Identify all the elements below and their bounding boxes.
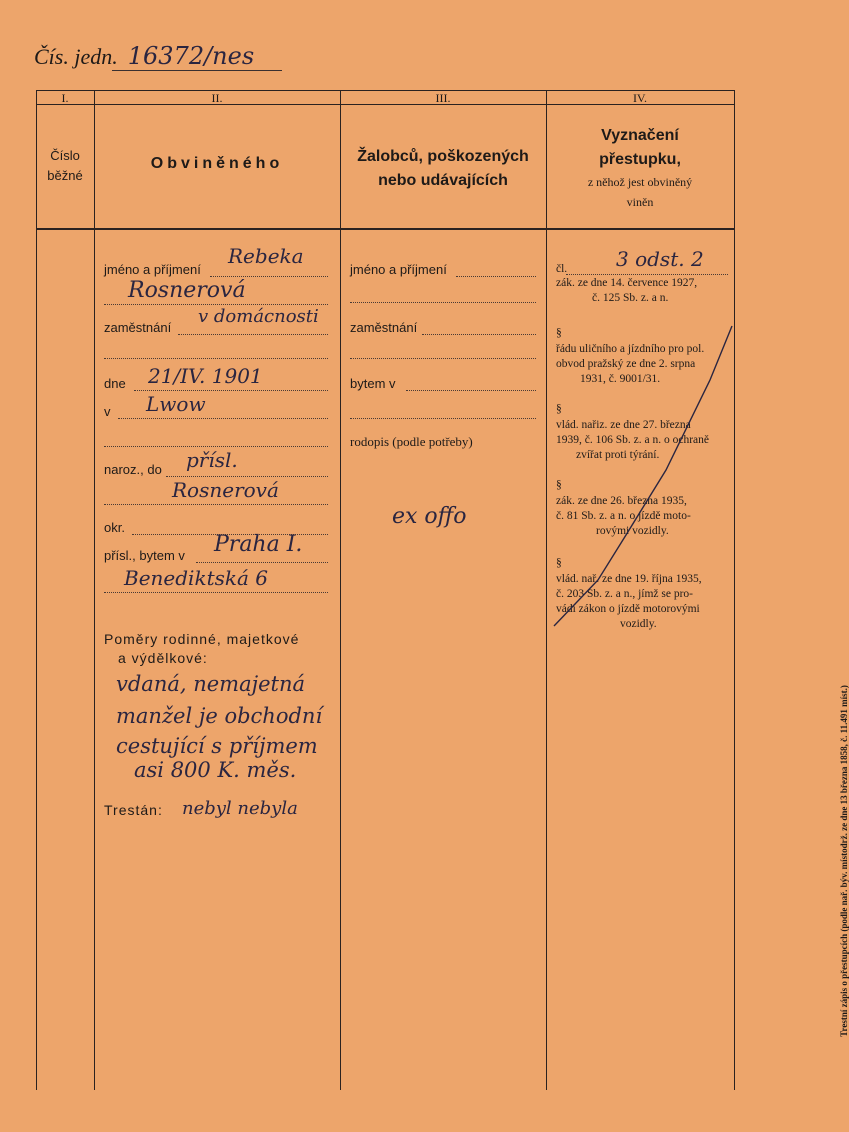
- accused-residence-label: přísl., bytem v: [104, 548, 185, 563]
- offense-s2-text-1: řádu uličního a jízdního pro pol.: [556, 343, 705, 355]
- plaintiff-name-dotline: [456, 276, 536, 277]
- offense-s5-text-2: č. 203 Sb. z. a n., jímž se pro-: [556, 588, 694, 600]
- offense-s2-text-3: 1931, č. 9001/31.: [580, 373, 661, 385]
- accused-district-label: okr.: [104, 520, 125, 535]
- offense-s5-prefix: §: [556, 557, 562, 569]
- reference-label: Čís. jedn.: [34, 44, 118, 69]
- plaintiff-residence-dotline: [406, 390, 536, 391]
- accused-residence-dotline: [196, 562, 328, 563]
- accused-occupation-dotline-2: [104, 358, 328, 359]
- accused-date-label: dne: [104, 376, 126, 391]
- plaintiff-rodopis-label: rodopis (podle potřeby): [350, 434, 473, 449]
- plaintiff-occupation-dotline: [422, 334, 536, 335]
- accused-occupation-dotline: [178, 334, 328, 335]
- accused-place-value: Lwow: [146, 392, 206, 416]
- col-header-4-line-3: z něhož jest obviněný: [587, 175, 693, 189]
- offense-s1-dotline: [566, 274, 728, 275]
- offense-s1-text-1: zák. ze dne 14. července 1927,: [556, 277, 698, 289]
- col-header-4-line-2: přestupku,: [599, 151, 681, 168]
- reference-underline: [112, 70, 282, 71]
- accused-family-label-line-1: Poměry rodinné, majetkové: [104, 631, 300, 647]
- accused-punished-value: nebyl nebyla: [182, 798, 298, 819]
- accused-name-label: jméno a příjmení: [104, 262, 201, 277]
- plaintiff-residence-dotline-2: [350, 418, 536, 419]
- offense-s4-text-1: zák. ze dne 26. března 1935,: [556, 495, 687, 507]
- col-divider-1: [94, 90, 95, 1090]
- accused-residence-dotline-2: [104, 592, 328, 593]
- offense-s1-prefix: čl.: [556, 263, 568, 275]
- accused-born-value-1: přísl.: [186, 448, 238, 472]
- accused-family-label-line-2: a výdělkové:: [118, 650, 208, 666]
- offense-s4-text-3: rovými vozidly.: [596, 525, 669, 537]
- accused-name-value-1: Rebeka: [228, 244, 304, 268]
- accused-born-value-2: Rosnerová: [172, 478, 279, 502]
- accused-family-value-2: manžel je obchodní: [116, 704, 323, 728]
- col-header-3-line-1: Žalobců, poškozených: [357, 148, 529, 165]
- plaintiff-name-label: jméno a příjmení: [350, 262, 447, 277]
- offense-s5-text-4: vozidly.: [620, 618, 657, 630]
- accused-residence-value-1: Praha I.: [214, 532, 303, 557]
- accused-date-value: 21/IV. 1901: [148, 364, 263, 388]
- offense-section-1: [556, 247, 732, 306]
- accused-name-dotline: [210, 276, 328, 277]
- accused-occupation-value: v domácnosti: [198, 306, 319, 327]
- offense-s4-text-2: č. 81 Sb. z. a n. o jízdě moto-: [556, 510, 691, 522]
- col-header-4: [546, 124, 734, 212]
- accused-place-label: v: [104, 404, 111, 419]
- accused-name-value-2: Rosnerová: [128, 278, 246, 303]
- offense-s3-text-3: zvířat proti týrání.: [576, 449, 660, 461]
- col-number-4: IV.: [632, 91, 648, 105]
- accused-born-dotline-2: [104, 504, 328, 505]
- accused-punished-label: Trestán:: [104, 802, 163, 818]
- plaintiff-name-dotline-2: [350, 302, 536, 303]
- col-header-1-line-2: běžné: [47, 168, 83, 183]
- col-number-1: I.: [61, 91, 69, 105]
- offense-s2-text-2: obvod pražský ze dne 2. srpna: [556, 358, 696, 370]
- plaintiff-residence-label: bytem v: [350, 376, 396, 391]
- plaintiff-occupation-dotline-2: [350, 358, 536, 359]
- accused-family-value-4: asi 800 K. měs.: [134, 758, 297, 782]
- col-divider-2: [340, 90, 341, 1090]
- strike-through-line: [546, 320, 736, 630]
- offense-s3-text-1: vlád. nařiz. ze dne 27. března: [556, 419, 691, 431]
- col-header-2: Obviněného: [150, 155, 284, 172]
- accused-born-dotline: [166, 476, 328, 477]
- accused-family-label: [104, 630, 299, 668]
- strike-through-path: [554, 326, 732, 626]
- offense-s5-text-3: vádí zákon o jízdě motorovými: [556, 603, 700, 615]
- reference-value: 16372/nes: [127, 42, 255, 70]
- col-number-3: III.: [435, 91, 451, 105]
- accused-residence-value-2: Benediktská 6: [124, 566, 268, 590]
- offense-s4-prefix: §: [556, 479, 562, 491]
- col-header-1: [36, 146, 94, 186]
- accused-born-label: naroz., do: [104, 462, 162, 477]
- offense-s3-prefix: §: [556, 403, 562, 415]
- col-number-2: II.: [211, 91, 223, 105]
- accused-date-dotline: [134, 390, 328, 391]
- offense-s1-header: [556, 247, 732, 276]
- offense-s3-text-2: 1939, č. 106 Sb. z. a n. o ochraně: [556, 434, 709, 446]
- accused-place-dotline: [118, 418, 328, 419]
- footer-vertical-text: Trestní zápis o přestupcích (podle nař. býv. místodrž. ze dne 13 března 1858, č. 11.491 míst.): [839, 685, 849, 1037]
- plaintiff-handwritten: ex offo: [392, 504, 467, 529]
- reference-number: [34, 42, 294, 72]
- table-left-border: [36, 90, 37, 1090]
- col-header-4-line-4: viněn: [626, 195, 654, 209]
- accused-name-dotline-2: [104, 304, 328, 305]
- accused-place-dotline-2: [104, 446, 328, 447]
- col-header-3-line-2: nebo udávajících: [378, 172, 508, 189]
- offense-s5-text-1: vlád. nař. ze dne 19. října 1935,: [556, 573, 702, 585]
- offense-s1-text-2: č. 125 Sb. z. a n.: [592, 292, 669, 304]
- plaintiff-occupation-label: zaměstnání: [350, 320, 418, 335]
- accused-family-value-1: vdaná, nemajetná: [116, 672, 306, 696]
- accused-occupation-label: zaměstnání: [104, 320, 172, 335]
- col-header-3: [340, 145, 546, 193]
- col-header-4-line-1: Vyznačení: [601, 127, 679, 144]
- col-header-1-line-1: Číslo: [50, 148, 80, 163]
- accused-family-value-3: cestující s příjmem: [116, 734, 318, 758]
- header-divider: [36, 228, 734, 230]
- offense-s1-hand: 3 odst. 2: [616, 247, 704, 271]
- offense-s2-prefix: §: [556, 327, 562, 339]
